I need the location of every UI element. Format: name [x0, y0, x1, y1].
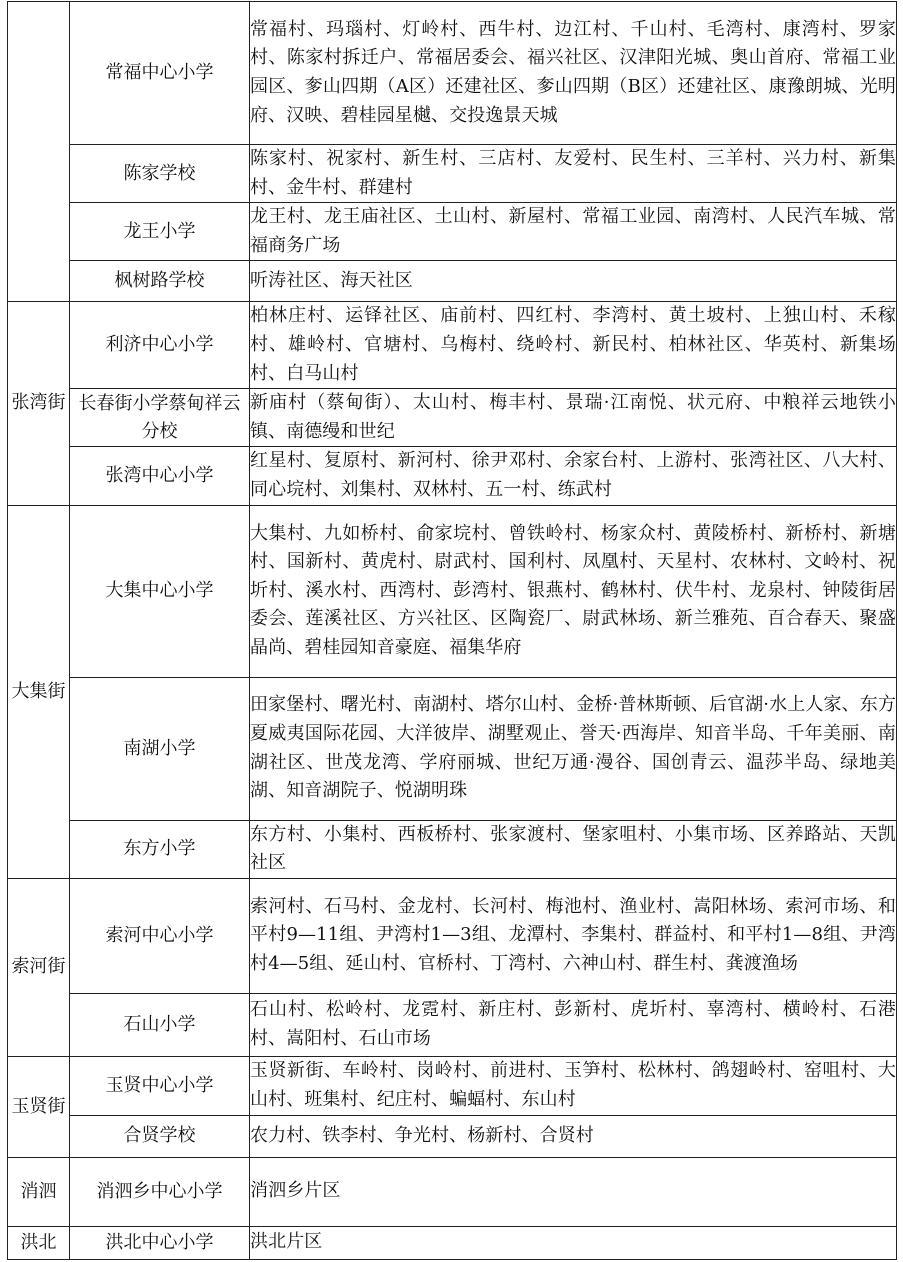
- street-cell: 大集街: [8, 505, 70, 878]
- school-cell: 合贤学校: [70, 1115, 250, 1157]
- area-cell: 常福村、玛瑙村、灯岭村、西牛村、边江村、千山村、毛湾村、康湾村、罗家村、陈家村拆迁户、常福居委会、福兴社区、汉津阳光城、奥山首府、常福工业园区、奓山四期（A区）还建社区、奓山四期（B区）还建社区、康豫朗城、光明府、汉映、碧桂园星樾、交投逸景天城: [250, 2, 897, 145]
- school-cell: 东方小学: [70, 820, 250, 878]
- table-row: [8, 2, 897, 145]
- school-cell: 消泗乡中心小学: [70, 1157, 250, 1226]
- school-cell: 枫树路学校: [70, 261, 250, 302]
- area-cell: 农力村、铁李村、争光村、杨新村、合贤村: [250, 1115, 897, 1157]
- area-cell: 红星村、复原村、新河村、徐尹邓村、余家台村、上游村、张湾社区、八大村、同心垸村、刘集村、双林村、五一村、练武村: [250, 447, 897, 505]
- table-row: [8, 820, 897, 878]
- area-cell: 柏林庄村、运铎社区、庙前村、四红村、李湾村、黄土坡村、上独山村、禾稼村、雄岭村、官塘村、乌梅村、绕岭村、新民村、柏林社区、华英村、新集场村、白马山村: [250, 302, 897, 389]
- table-row: [8, 505, 897, 677]
- area-cell: 消泗乡片区: [250, 1157, 897, 1226]
- table-row: [8, 145, 897, 203]
- school-cell: 利济中心小学: [70, 302, 250, 389]
- school-district-table: [7, 1, 897, 1260]
- table-row: [8, 261, 897, 302]
- table-row: [8, 993, 897, 1056]
- area-cell: 洪北片区: [250, 1226, 897, 1259]
- area-cell: 听涛社区、海天社区: [250, 261, 897, 302]
- school-cell: 玉贤中心小学: [70, 1056, 250, 1115]
- street-cell: 洪北: [8, 1226, 70, 1259]
- school-cell: 石山小学: [70, 993, 250, 1056]
- area-cell: 陈家村、祝家村、新生村、三店村、友爱村、民生村、三羊村、兴力村、新集村、金牛村、群建村: [250, 145, 897, 203]
- street-cell: 张湾街: [8, 302, 70, 505]
- area-cell: 新庙村（蔡甸街）、太山村、梅丰村、景瑞·江南悦、状元府、中粮祥云地铁小镇、南德缦和世纪: [250, 389, 897, 447]
- table-row: [8, 389, 897, 447]
- area-cell: 索河村、石马村、金龙村、长河村、梅池村、渔业村、嵩阳林场、索河市场、和平村9—11组、尹湾村1—3组、龙潭村、李集村、群益村、和平村1—8组、尹湾村4—5组、延山村、官桥村、丁湾村、六神山村、群生村、龚渡渔场: [250, 878, 897, 993]
- street-cell: 玉贤街: [8, 1056, 70, 1157]
- area-cell: 大集村、九如桥村、俞家垸村、曾铁岭村、杨家众村、黄陵桥村、新桥村、新塘村、国新村、黄虎村、尉武村、国利村、凤凰村、天星村、农林村、文岭村、祝圻村、溪水村、西湾村、彭湾村、银燕村、鹤林村、伏牛村、龙泉村、钟陵街居委会、莲溪社区、方兴社区、区陶瓷厂、尉武林场、新兰雅苑、百合春天、聚盛晶尚、碧桂园知音豪庭、福集华府: [250, 505, 897, 677]
- area-cell: 东方村、小集村、西板桥村、张家渡村、堡家咀村、小集市场、区养路站、天凯社区: [250, 820, 897, 878]
- table-row: [8, 302, 897, 389]
- street-cell: [8, 2, 70, 302]
- school-cell: 常福中心小学: [70, 2, 250, 145]
- table-row: [8, 447, 897, 505]
- area-cell: 田家堡村、曙光村、南湖村、塔尔山村、金桥·普林斯顿、后官湖·水上人家、东方夏威夷国际花园、大洋彼岸、湖墅观止、誉天·西海岸、知音半岛、千年美丽、南湖社区、世茂龙湾、学府丽城、世纪万通·漫谷、国创青云、温莎半岛、绿地美湖、知音湖院子、悦湖明珠: [250, 677, 897, 820]
- area-cell: 玉贤新街、车岭村、岗岭村、前进村、玉笋村、松林村、鸽翅岭村、窑咀村、大山村、班集村、纪庄村、蝙蝠村、东山村: [250, 1056, 897, 1115]
- table-row: [8, 1226, 897, 1259]
- street-cell: 消泗: [8, 1157, 70, 1226]
- table-row: [8, 677, 897, 820]
- school-cell: 洪北中心小学: [70, 1226, 250, 1259]
- table-row: [8, 203, 897, 261]
- table-row: [8, 1056, 897, 1115]
- school-cell: 龙王小学: [70, 203, 250, 261]
- school-cell: 索河中心小学: [70, 878, 250, 993]
- school-cell: 长春街小学蔡甸祥云分校: [70, 389, 250, 447]
- school-cell: 大集中心小学: [70, 505, 250, 677]
- school-cell: 陈家学校: [70, 145, 250, 203]
- table-row: [8, 878, 897, 993]
- street-cell: 索河街: [8, 878, 70, 1056]
- table-row: [8, 1157, 897, 1226]
- school-cell: 南湖小学: [70, 677, 250, 820]
- area-cell: 龙王村、龙王庙社区、土山村、新屋村、常福工业园、南湾村、人民汽车城、常福商务广场: [250, 203, 897, 261]
- school-cell: 张湾中心小学: [70, 447, 250, 505]
- area-cell: 石山村、松岭村、龙霓村、新庄村、彭新村、虎圻村、辜湾村、横岭村、石港村、嵩阳村、石山市场: [250, 993, 897, 1056]
- table-row: [8, 1115, 897, 1157]
